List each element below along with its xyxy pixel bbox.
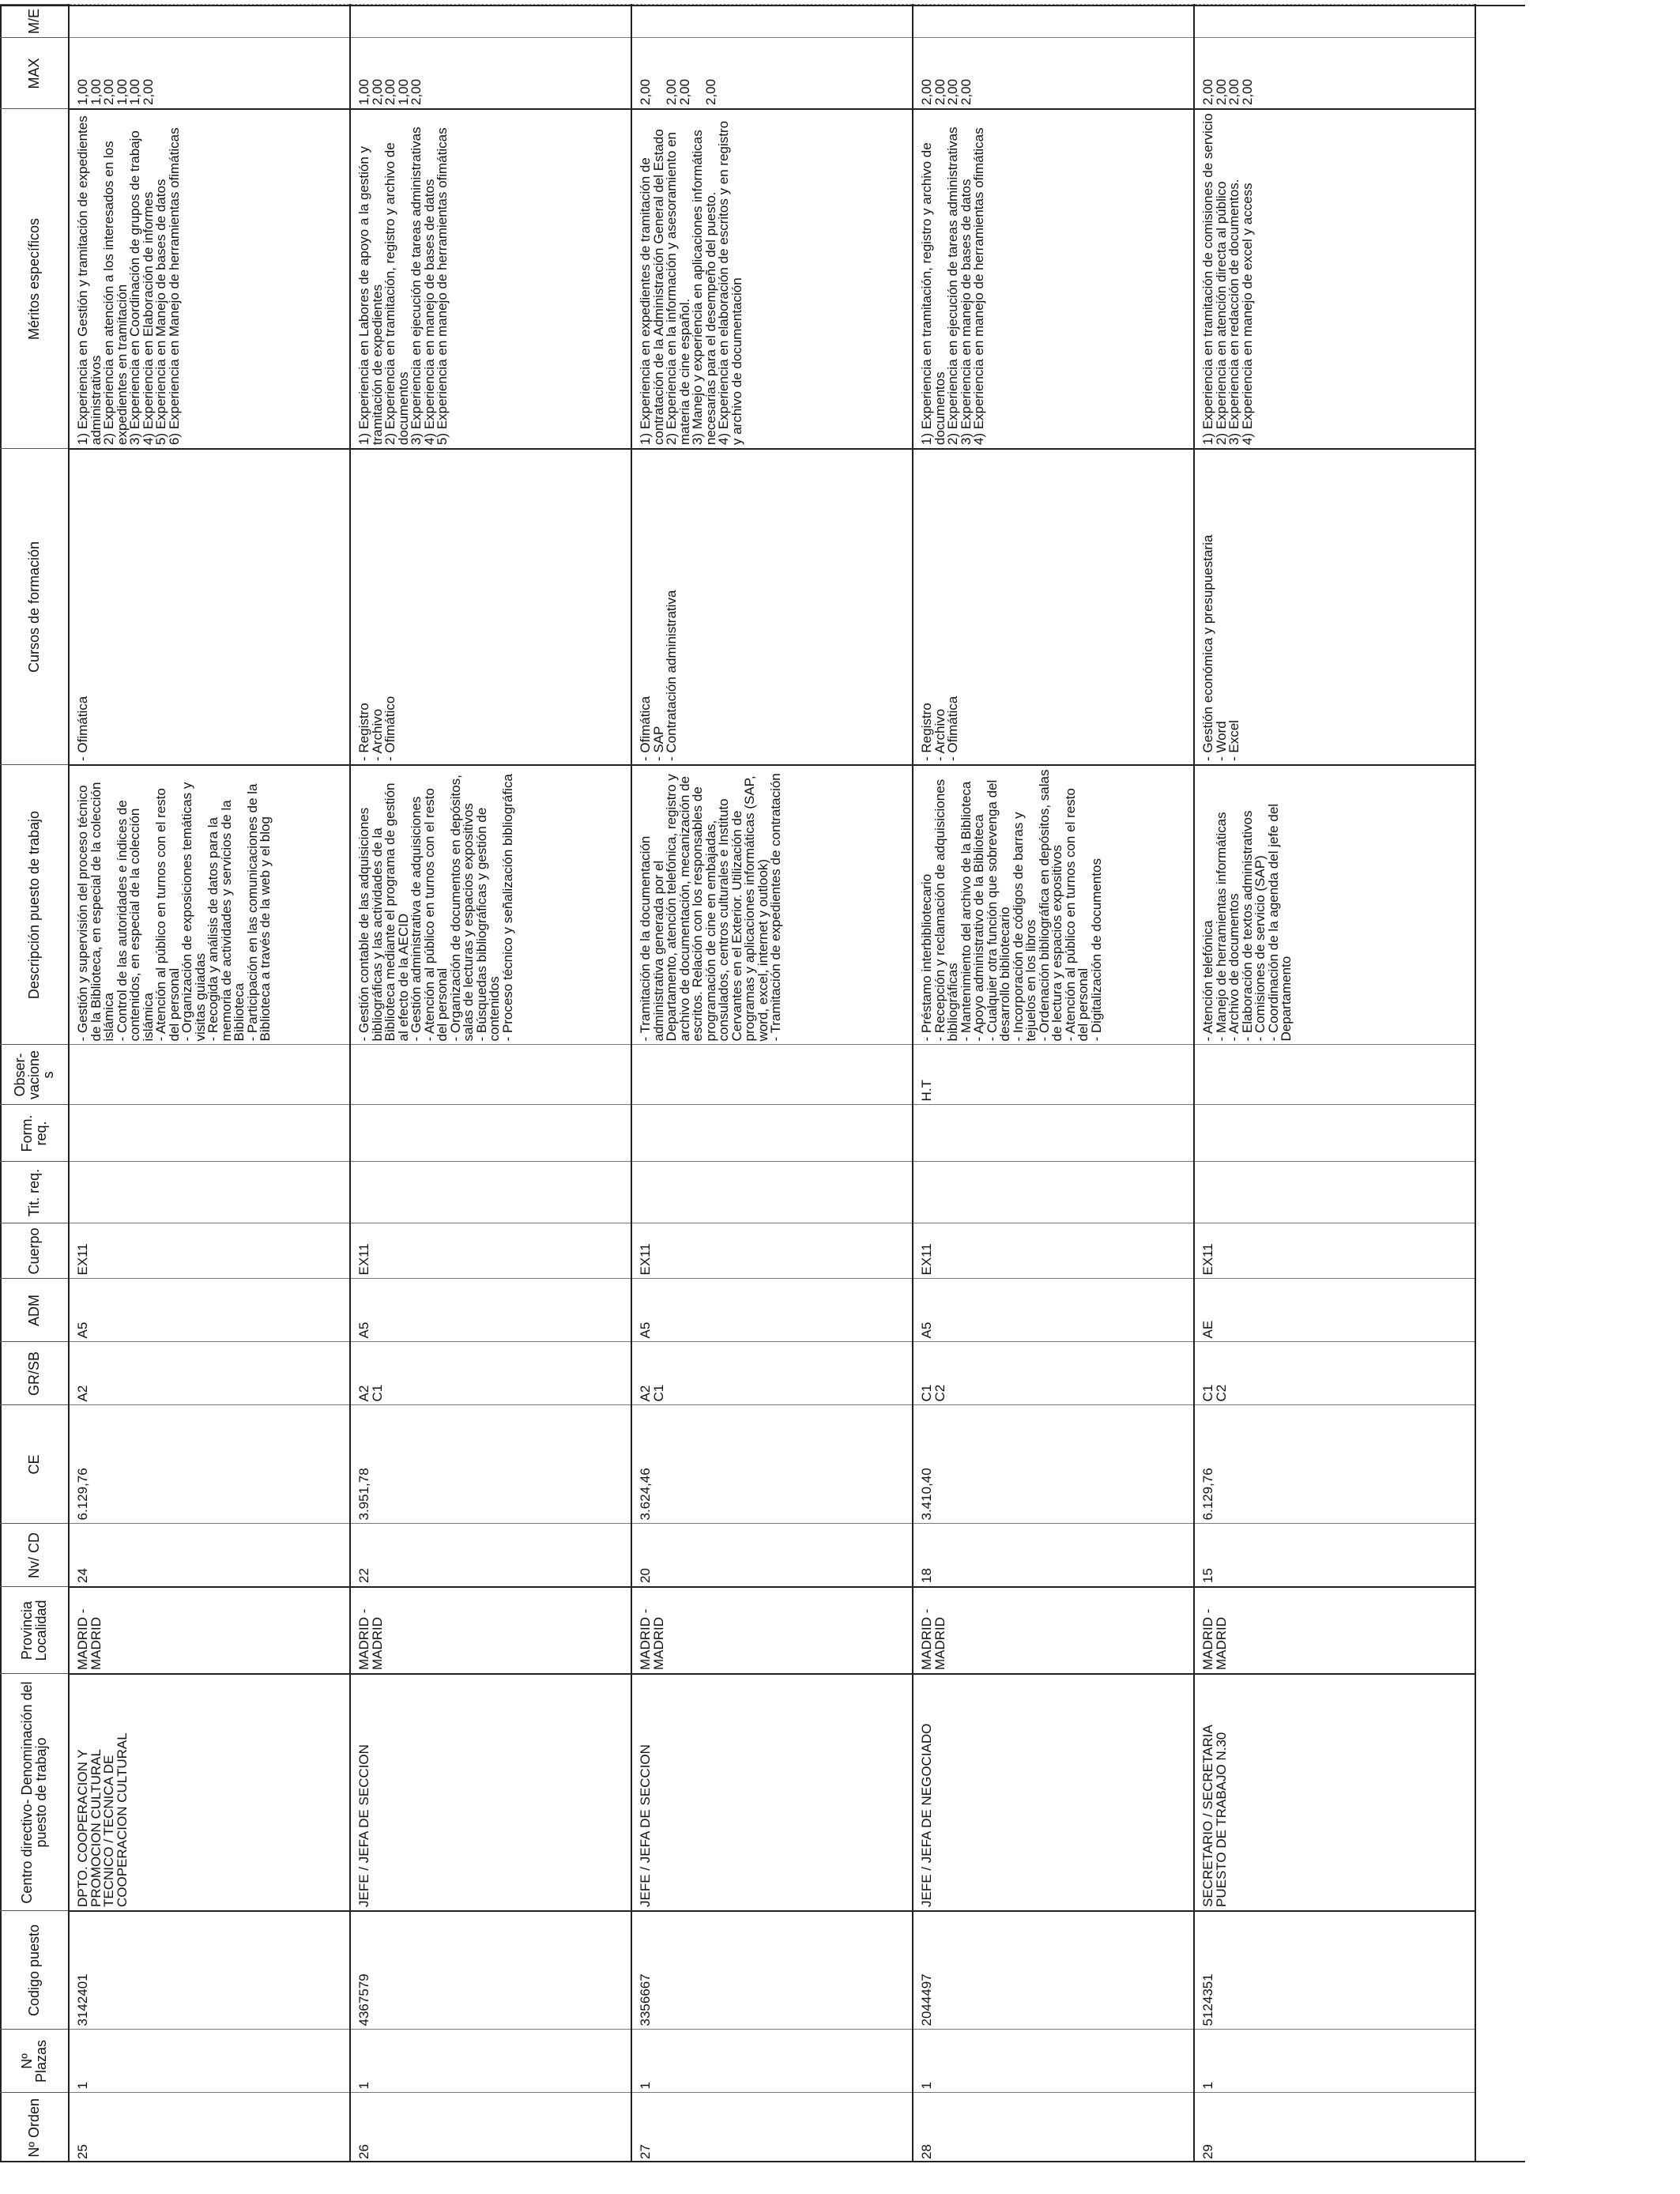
cell-cuerpo: EX11 [69,1223,350,1279]
cell-provincia: MADRID - MADRID [631,1587,913,1674]
table-row [350,5,631,2162]
cell-provincia: MADRID - MADRID [350,1587,631,1674]
cell-me [69,5,350,38]
header-cuerpo: Cuerpo [0,1223,69,1279]
cell-descripcion: - Préstamo interbibliotecario - Recepción y reclamación de adquisiciones bibliográficas - Mantenimiento del archivo de la Biblioteca - Apoyo administrativo de la Biblioteca - Cualquier otra función que sobrevenga del desarrollo bibliotecario - Incorporación de códigos de barras y tejuelos en los libros - Ordenación bibliográfica en depósitos, salas de lectura y espacios expositivos - Atención al público en turnos con el resto del personal - Digitalización de documentos [913,765,1194,1045]
cell-provincia: MADRID - MADRID [69,1587,350,1674]
header-row [0,5,69,2162]
cell-meritos: 1) Experiencia en Gestión y tramitación de expedientes administrativos 2) Experiencia en atención a los interesados en los expedientes en tramitación 3) Experiencia en Coordinación de grupos de trabajo 4) Experiencia en Elaboración de informes 5) Experiencia en Manejo de bases de datos 6) Experiencia en Manejo de herramientas ofimáticas [69,109,350,449]
cell-observaciones [631,1045,913,1105]
cell-cursos: - Ofimática [69,449,350,765]
header-cursos: Cursos de formación [0,449,69,765]
cell-nivel: 15 [1194,1524,1475,1587]
header-ce: CE [0,1405,69,1524]
cell-grsb: A2 [69,1342,350,1405]
cell-titreq [69,1162,350,1223]
cell-cursos: - Registro - Archivo - Ofimática [913,449,1194,765]
cell-observaciones [1194,1045,1475,1105]
cell-adm: A5 [350,1279,631,1342]
cell-descripcion: - Tramitación de la documentación administrativa generada por el Departamento, atención telefónica, registro y archivo de documentación, mecanización de escritos. Relación con los responsables de programación de cine en embajadas, consulados, centros culturales e Instituto Cervantes en el Exterior. Utilización de programas y aplicaciones informáticas (SAP, word, excel, internet y outlook) - Tramitación de expedientes de contratación [631,765,913,1045]
cell-plazas: 1 [350,2030,631,2093]
cell-titreq [350,1162,631,1223]
cell-max: 2,00 2,00 2,00 2,00 [913,38,1194,109]
cell-me [350,5,631,38]
cell-cuerpo: EX11 [350,1223,631,1279]
table-row [631,5,913,2162]
cell-meritos: 1) Experiencia en expedientes de tramitación de contratación de la Administración General del Estado 2) Experiencia en la información y asesoramiento en materia de cine español. 3) Manejo y experiencia en aplicaciones informáticas necesarias para el desempeño del puesto. 4) Experiencia en elaboración de escritos y en registro y archivo de documentación [631,109,913,449]
header-adm: ADM [0,1279,69,1342]
cell-me [1194,5,1475,38]
header-meritos: Méritos específicos [0,109,69,449]
cell-ce: 6.129,76 [69,1405,350,1524]
cell-cuerpo: EX11 [1194,1223,1475,1279]
cell-centro: JEFE / JEFA DE SECCION [350,1674,631,1911]
cell-orden: 29 [1194,2093,1475,2162]
cell-orden: 27 [631,2093,913,2162]
cell-centro: JEFE / JEFA DE SECCION [631,1674,913,1911]
header-me: M/E [0,5,69,38]
cell-grsb: C1 C2 [913,1342,1194,1405]
header-codigo: Codigo puesto [0,1911,69,2030]
cell-me [631,5,913,38]
cell-ce: 3.624,46 [631,1405,913,1524]
cell-codigo: 2044497 [913,1911,1194,2030]
cell-orden: 25 [69,2093,350,2162]
cell-adm: AE [1194,1279,1475,1342]
cell-descripcion: - Atención telefónica - Manejo de herramientas informáticas - Archivo de documentos - Elaboración de textos administrativos - Comisiones de servicio (SAP) - Coordinación de la agenda del jefe del Departamento [1194,765,1475,1045]
cell-observaciones [69,1045,350,1105]
table-row [1194,5,1475,2162]
header-max: MAX [0,38,69,109]
cell-grsb: C1 C2 [1194,1342,1475,1405]
header-titreq: Tit. req. [0,1162,69,1223]
cell-titreq [631,1162,913,1223]
cell-cursos: - Registro - Archivo - Ofimático [350,449,631,765]
header-nivel: Nv/ CD [0,1524,69,1587]
cell-provincia: MADRID - MADRID [913,1587,1194,1674]
cell-centro: SECRETARIO / SECRETARIA PUESTO DE TRABAJO N.30 [1194,1674,1475,1911]
header-formreq: Form. req. [0,1105,69,1162]
header-centro: Centro directivo- Denominación del puesto de trabajo [0,1674,69,1911]
cell-centro: JEFE / JEFA DE NEGOCIADO [913,1674,1194,1911]
cell-orden: 28 [913,2093,1194,2162]
cell-formreq [350,1105,631,1162]
cell-adm: A5 [631,1279,913,1342]
cell-formreq [1194,1105,1475,1162]
header-provincia: Provincia Localidad [0,1587,69,1674]
cell-max: 2,00 2,00 2,00 2,00 [631,38,913,109]
cell-titreq [1194,1162,1475,1223]
cell-grsb: A2 C1 [631,1342,913,1405]
header-orden: Nº Orden [0,2093,69,2162]
header-plazas: Nº Plazas [0,2030,69,2093]
cell-ce: 3.410,40 [913,1405,1194,1524]
cell-cuerpo: EX11 [913,1223,1194,1279]
cell-codigo: 3142401 [69,1911,350,2030]
cell-plazas: 1 [631,2030,913,2093]
cell-formreq [631,1105,913,1162]
cell-plazas: 1 [69,2030,350,2093]
cell-nivel: 18 [913,1524,1194,1587]
cell-descripcion: - Gestión y supervisión del proceso técnico de la Biblioteca, en especial de la colección islámica - Control de las autoridades e índices de contenidos, en especial de la colección islámica - Atención al público en turnos con el resto del personal - Organización de exposiciones temáticas y visitas guiadas - Recogida y análisis de datos para la memoria de actividades y servicios de la Biblioteca - Participación en las comunicaciones de la Biblioteca a través de la web y el blog [69,765,350,1045]
cell-centro: DPTO. COOPERACION Y PROMOCION CULTURAL TECNICO / TECNICA DE COOPERACION CULTURAL [69,1674,350,1911]
cell-meritos: 1) Experiencia en tramitación, registro y archivo de documentos 2) Experiencia en ejecución de tareas administrativas 3) Experiencia en manejo de bases de datos 4) Experiencia en manejo de herramientas ofimáticas [913,109,1194,449]
cell-nivel: 22 [350,1524,631,1587]
cell-me [913,5,1194,38]
cell-cursos: - Gestión económica y presupuestaria - Word - Excel [1194,449,1475,765]
cell-max: 1,00 2,00 2,00 1,00 2,00 [350,38,631,109]
cell-codigo: 4367579 [350,1911,631,2030]
cell-ce: 3.951,78 [350,1405,631,1524]
cell-adm: A5 [69,1279,350,1342]
cell-meritos: 1) Experiencia en tramitación de comisiones de servicio 2) Experiencia en atención directa al público 3) Experiencia en redacción de documentos. 4) Experiencia en manejo de excel y access [1194,109,1475,449]
cell-meritos: 1) Experiencia en Labores de apoyo a la gestión y tramitación de expedientes 2) Experiencia en tramitación, registro y archivo de documentos 3) Experiencia en ejecución de tareas administrativas 4) Experiencia en manejo de bases de datos 5) Experiencia en manejo de herramientas ofimáticas [350,109,631,449]
cell-cuerpo: EX11 [631,1223,913,1279]
cell-nivel: 20 [631,1524,913,1587]
cell-plazas: 1 [1194,2030,1475,2093]
cell-adm: A5 [913,1279,1194,1342]
cell-observaciones: H.T [913,1045,1194,1105]
cell-descripcion: - Gestión contable de las adquisiciones bibliográficas y las actividades de la Biblioteca mediante el programa de gestión al efecto de la AECID - Gestión administrativa de adquisiciones - Atención al público en turnos con el resto del personal - Organización de documentos en depósitos, salas de lecturas y espacios expositivos - Búsquedas bibliográficas y gestión de contenidos - Proceso técnico y señalización bibliográfica [350,765,631,1045]
cell-grsb: A2 C1 [350,1342,631,1405]
cell-ce: 6.129,76 [1194,1405,1475,1524]
cell-codigo: 5124351 [1194,1911,1475,2030]
cell-orden: 26 [350,2093,631,2162]
header-grsb: GR/SB [0,1342,69,1405]
table-row [69,5,350,2162]
cell-max: 2,00 2,00 2,00 2,00 [1194,38,1475,109]
cell-formreq [913,1105,1194,1162]
cell-plazas: 1 [913,2030,1194,2093]
positions-table [0,5,1476,2163]
header-descripcion: Descripción puesto de trabajo [0,765,69,1045]
header-observaciones: Obser- vaciones [0,1045,69,1105]
cell-formreq [69,1105,350,1162]
cell-cursos: - Ofimática - SAP - Contratación administrativa [631,449,913,765]
cell-max: 1,00 1,00 2,00 1,00 1,00 2,00 [69,38,350,109]
cell-nivel: 24 [69,1524,350,1587]
table-row [913,5,1194,2162]
cell-observaciones [350,1045,631,1105]
cell-provincia: MADRID - MADRID [1194,1587,1475,1674]
cell-codigo: 3356667 [631,1911,913,2030]
cell-titreq [913,1162,1194,1223]
